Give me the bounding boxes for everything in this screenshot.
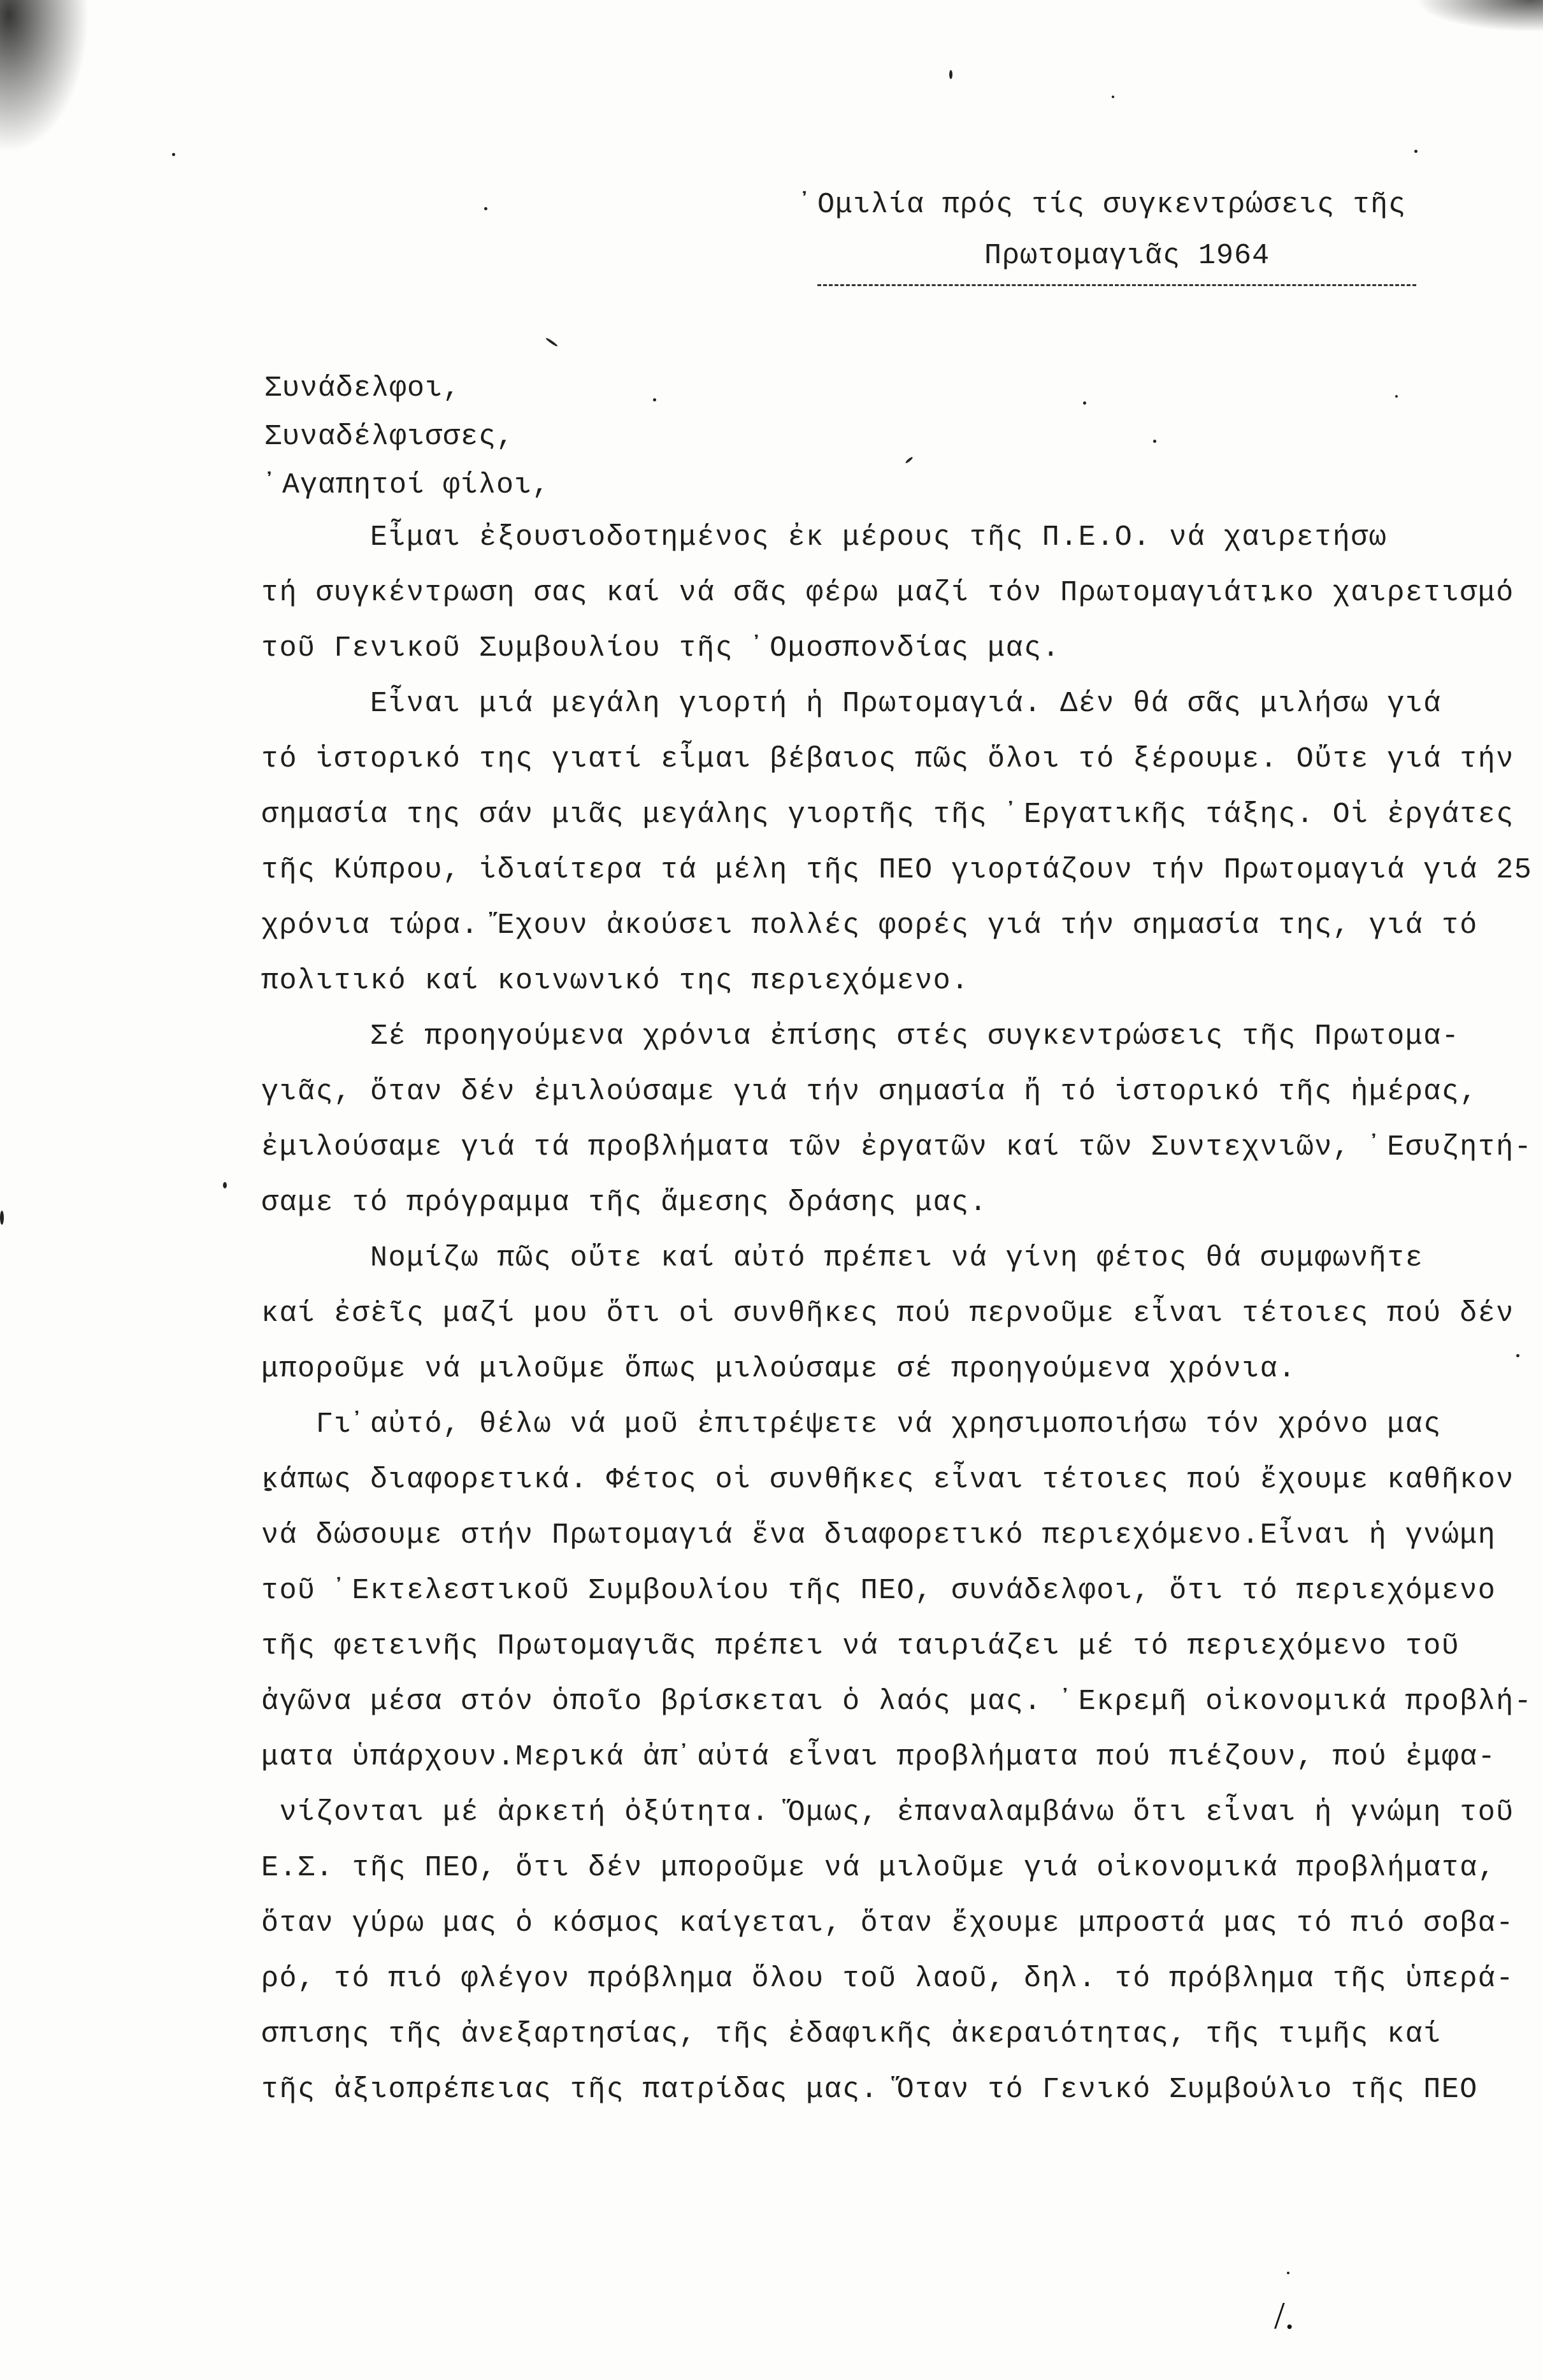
- body-line: ματα ὑπάρχουν.Μερικά ἀπ᾿αὐτά εἶναι προβλήματα πού πιέζουν, πού ἐμφα-: [261, 1741, 1496, 1773]
- body-line: νίζονται μέ ἀρκετή ὀξύτητα. Ὅμως, ἐπαναλαμβάνω ὅτι εἶναι ἡ γνώμη τοῦ: [261, 1796, 1514, 1829]
- body-line: γιᾶς, ὅταν δέν ἐμιλούσαμε γιά τήν σημασία ἤ τό ἱστορικό τῆς ἡμέρας,: [261, 1076, 1478, 1108]
- speech-body: [261, 510, 1533, 2117]
- body-line: ρό, τό πιό φλέγον πρόβλημα ὅλου τοῦ λαοῦ, δηλ. τό πρόβλημα τῆς ὑπερά-: [261, 1963, 1514, 1995]
- body-line: νά δώσουμε στήν Πρωτομαγιά ἕνα διαφορετικό περιεχόμενο.Εἶναι ἡ γνώμη: [261, 1519, 1496, 1552]
- scan-speck: [172, 153, 175, 156]
- scan-smudge-right: [1416, 0, 1543, 32]
- body-line: Ε.Σ. τῆς ΠΕΟ, ὅτι δέν μποροῦμε νά μιλοῦμε γιά οἰκονομικά προβλήματα,: [261, 1852, 1496, 1884]
- body-line: Σέ προηγούμενα χρόνια ἐπίσης στές συγκεντρώσεις τῆς Πρωτομα-: [261, 1020, 1460, 1053]
- scan-speck: [1516, 1354, 1519, 1357]
- body-line: ἐμιλούσαμε γιά τά προβλήματα τῶν ἐργατῶν καί τῶν Συντεχνιῶν, ᾿Εσυζητή-: [261, 1131, 1533, 1164]
- scan-speck: [905, 456, 913, 464]
- body-line: τή συγκέντρωση σας καί νά σᾶς φέρω μαζί τόν Πρωτομαγιάτικο χαιρετισμό: [261, 577, 1514, 609]
- scan-speck: [949, 70, 952, 79]
- body-line: πολιτικό καί κοινωνικό της περιεχόμενο.: [261, 965, 970, 997]
- salutation-line: Συνάδελφοι,: [264, 372, 461, 405]
- body-line: Εἶμαι ἐξουσιοδοτημένος ἐκ μέρους τῆς Π.Ε.Ο. νά χαιρετήσω: [261, 521, 1388, 554]
- body-line: τῆς φετεινῆς Πρωτομαγιᾶς πρέπει νά ταιριάζει μέ τό περιεχόμενο τοῦ: [261, 1630, 1460, 1662]
- body-line: μποροῦμε νά μιλοῦμε ὅπως μιλούσαμε σέ προηγούμενα χρόνια.: [261, 1353, 1296, 1385]
- body-line: τοῦ Γενικοῦ Συμβουλίου τῆς ᾿Ομοσπονδίας μας.: [261, 632, 1061, 665]
- body-line: τοῦ ᾿Εκτελεστικοῦ Συμβουλίου τῆς ΠΕΟ, συνάδελφοι, ὅτι τό περιεχόμενο: [261, 1575, 1496, 1607]
- scan-speck: [1083, 401, 1086, 405]
- salutation-line: ᾿Αγαπητοί φίλοι,: [264, 469, 550, 501]
- body-line: Γι᾿αὐτό, θέλω νά μοῦ ἐπιτρέψετε νά χρησιμοποιήσω τόν χρόνο μας: [261, 1408, 1442, 1441]
- body-line: καί ἐσεῖς μαζί μου ὅτι οἱ συνθῆκες πού περνοῦμε εἶναι τέτοιες πού δέν: [261, 1297, 1514, 1330]
- scan-speck: [223, 1182, 227, 1188]
- scan-speck: [1153, 440, 1156, 443]
- body-line: ὅταν γύρω μας ὁ κόσμος καίγεται, ὅταν ἔχουμε μπροστά μας τό πιό σοβα-: [261, 1907, 1514, 1940]
- scan-speck: [1112, 96, 1114, 98]
- body-line: ἀγῶνα μέσα στόν ὁποῖο βρίσκεται ὁ λαός μας. ᾿Εκρεμῆ οἰκονομικά προβλή-: [261, 1685, 1533, 1718]
- scan-speck: [653, 398, 656, 401]
- salutation-block: [264, 364, 550, 510]
- body-line: Εἶναι μιά μεγάλη γιορτή ἡ Πρωτομαγιά. Δέν θά σᾶς μιλήσω γιά: [261, 688, 1442, 720]
- continuation-mark: /.: [1274, 2295, 1295, 2337]
- scan-speck: [545, 337, 558, 347]
- scan-speck: [484, 207, 487, 210]
- body-line: Νομίζω πῶς οὔτε καί αὐτό πρέπει νά γίνη φέτος θά συμφωνῆτε: [261, 1242, 1424, 1274]
- scan-speck: [0, 1211, 4, 1225]
- scan-speck: [1395, 395, 1398, 398]
- body-line: τῆς Κύπρου, ἰδιαίτερα τά μέλη τῆς ΠΕΟ γιορτάζουν τήν Πρωτομαγιά γιά 25: [261, 854, 1533, 886]
- salutation-line: Συναδέλφισσες,: [264, 421, 515, 453]
- body-line: χρόνια τώρα. Ἔχουν ἀκούσει πολλές φορές γιά τήν σημασία της, γιά τό: [261, 909, 1478, 942]
- body-line: σαμε τό πρόγραμμα τῆς ἄμεσης δράσης μας.: [261, 1186, 988, 1219]
- body-line: σπισης τῆς ἀνεξαρτησίας, τῆς ἐδαφικῆς ἀκεραιότητας, τῆς τιμῆς καί: [261, 2018, 1442, 2051]
- header-title-line-2: Πρωτομαγιᾶς 1964: [984, 240, 1270, 272]
- scan-smudge: [0, 0, 89, 153]
- body-line: τῆς ἀξιοπρέπειας τῆς πατρίδας μας. Ὅταν τό Γενικό Συμβούλιο τῆς ΠΕΟ: [261, 2073, 1478, 2106]
- body-line: τό ἱστορικό της γιατί εἶμαι βέβαιος πῶς ὅλοι τό ξέρουμε. Οὔτε γιά τήν: [261, 743, 1514, 775]
- header-title-line-1: ᾿Ομιλία πρός τίς συγκεντρώσεις τῆς: [800, 189, 1407, 221]
- header-underline: [817, 284, 1416, 286]
- speech-header: [800, 180, 1437, 286]
- body-line: κάπως διαφορετικά. Φέτος οἱ συνθῆκες εἶναι τέτοιες πού ἔχουμε καθῆκον: [261, 1464, 1514, 1496]
- scan-speck: [1414, 150, 1417, 153]
- body-line: σημασία της σάν μιᾶς μεγάλης γιορτῆς τῆς ᾿Εργατικῆς τάξης. Οἱ ἐργάτες: [261, 798, 1514, 831]
- scan-speck: [1287, 2272, 1289, 2274]
